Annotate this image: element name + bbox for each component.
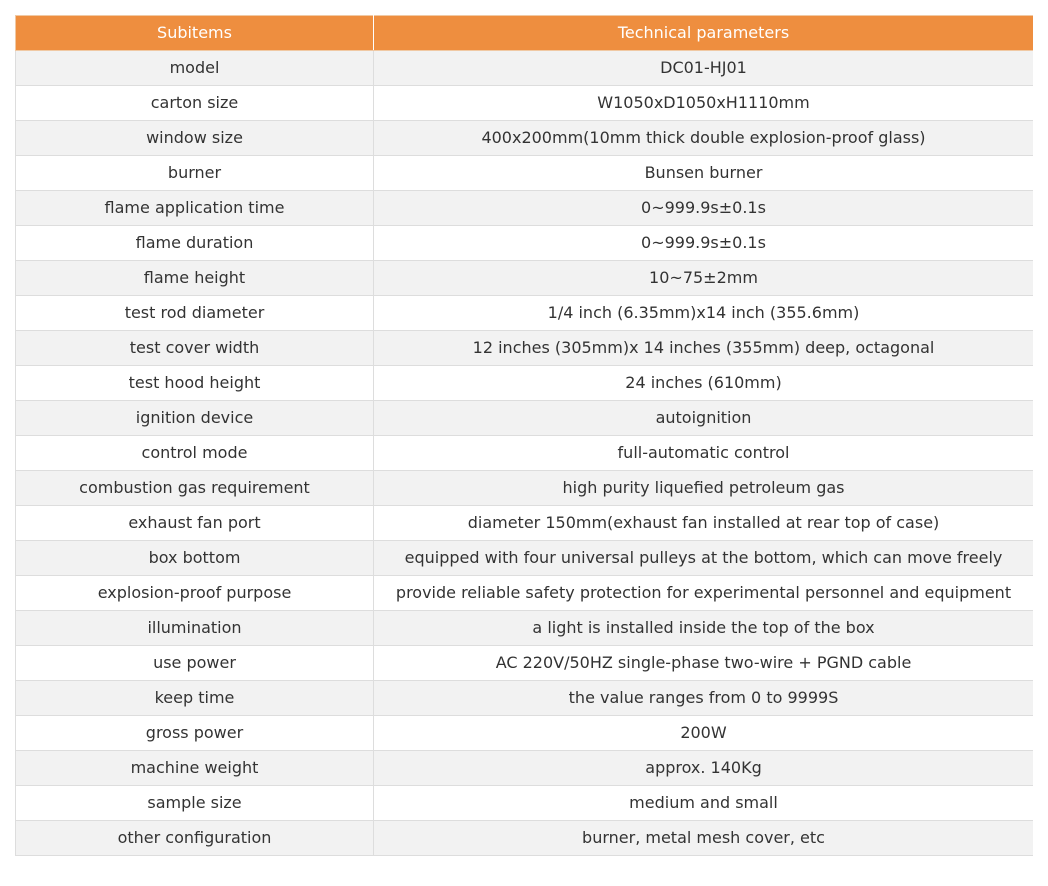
- table-row: [16, 786, 1034, 821]
- subitem-cell: combustion gas requirement: [16, 471, 374, 506]
- table-row: [16, 86, 1034, 121]
- parameter-cell: AC 220V/50HZ single-phase two-wire + PGND cable: [374, 646, 1034, 681]
- subitem-cell: exhaust fan port: [16, 506, 374, 541]
- table-row: [16, 331, 1034, 366]
- subitem-cell: flame application time: [16, 191, 374, 226]
- parameter-cell: provide reliable safety protection for experimental personnel and equipment: [374, 576, 1034, 611]
- subitem-cell: carton size: [16, 86, 374, 121]
- table-row: [16, 226, 1034, 261]
- table-header: [16, 16, 1034, 51]
- subitem-cell: model: [16, 51, 374, 86]
- table-row: [16, 506, 1034, 541]
- parameter-cell: 400x200mm(10mm thick double explosion-proof glass): [374, 121, 1034, 156]
- subitem-cell: machine weight: [16, 751, 374, 786]
- subitem-cell: test hood height: [16, 366, 374, 401]
- parameter-cell: medium and small: [374, 786, 1034, 821]
- table-row: [16, 366, 1034, 401]
- table-row: [16, 681, 1034, 716]
- table-row: [16, 121, 1034, 156]
- table-row: [16, 436, 1034, 471]
- parameter-cell: equipped with four universal pulleys at the bottom, which can move freely: [374, 541, 1034, 576]
- header-technical-parameters: Technical parameters: [374, 16, 1034, 51]
- header-subitems: Subitems: [16, 16, 374, 51]
- subitem-cell: use power: [16, 646, 374, 681]
- table-row: [16, 646, 1034, 681]
- parameter-cell: 1/4 inch (6.35mm)x14 inch (355.6mm): [374, 296, 1034, 331]
- subitem-cell: test cover width: [16, 331, 374, 366]
- subitem-cell: illumination: [16, 611, 374, 646]
- spec-table: [15, 15, 1033, 856]
- table-row: [16, 261, 1034, 296]
- subitem-cell: flame height: [16, 261, 374, 296]
- table-row: [16, 471, 1034, 506]
- parameter-cell: 10~75±2mm: [374, 261, 1034, 296]
- parameter-cell: W1050xD1050xH1110mm: [374, 86, 1034, 121]
- subitem-cell: ignition device: [16, 401, 374, 436]
- parameter-cell: high purity liquefied petroleum gas: [374, 471, 1034, 506]
- table-row: [16, 156, 1034, 191]
- parameter-cell: 200W: [374, 716, 1034, 751]
- subitem-cell: explosion-proof purpose: [16, 576, 374, 611]
- parameter-cell: approx. 140Kg: [374, 751, 1034, 786]
- parameter-cell: 0~999.9s±0.1s: [374, 191, 1034, 226]
- parameter-cell: the value ranges from 0 to 9999S: [374, 681, 1034, 716]
- parameter-cell: burner, metal mesh cover, etc: [374, 821, 1034, 856]
- table-row: [16, 51, 1034, 86]
- subitem-cell: other configuration: [16, 821, 374, 856]
- parameter-cell: a light is installed inside the top of the box: [374, 611, 1034, 646]
- parameter-cell: 12 inches (305mm)x 14 inches (355mm) deep, octagonal: [374, 331, 1034, 366]
- header-row: [16, 16, 1034, 51]
- parameter-cell: full-automatic control: [374, 436, 1034, 471]
- table-row: [16, 576, 1034, 611]
- subitem-cell: gross power: [16, 716, 374, 751]
- subitem-cell: sample size: [16, 786, 374, 821]
- parameter-cell: Bunsen burner: [374, 156, 1034, 191]
- table-row: [16, 611, 1034, 646]
- parameter-cell: autoignition: [374, 401, 1034, 436]
- parameter-cell: diameter 150mm(exhaust fan installed at rear top of case): [374, 506, 1034, 541]
- parameter-cell: 0~999.9s±0.1s: [374, 226, 1034, 261]
- subitem-cell: flame duration: [16, 226, 374, 261]
- table-row: [16, 296, 1034, 331]
- table-row: [16, 401, 1034, 436]
- table-row: [16, 821, 1034, 856]
- table-row: [16, 191, 1034, 226]
- subitem-cell: keep time: [16, 681, 374, 716]
- table-row: [16, 751, 1034, 786]
- parameter-cell: DC01-HJ01: [374, 51, 1034, 86]
- table-row: [16, 716, 1034, 751]
- parameter-cell: 24 inches (610mm): [374, 366, 1034, 401]
- subitem-cell: control mode: [16, 436, 374, 471]
- subitem-cell: test rod diameter: [16, 296, 374, 331]
- subitem-cell: burner: [16, 156, 374, 191]
- table-body: [16, 51, 1034, 856]
- subitem-cell: window size: [16, 121, 374, 156]
- spec-table-container: [15, 15, 1033, 886]
- table-row: [16, 541, 1034, 576]
- subitem-cell: box bottom: [16, 541, 374, 576]
